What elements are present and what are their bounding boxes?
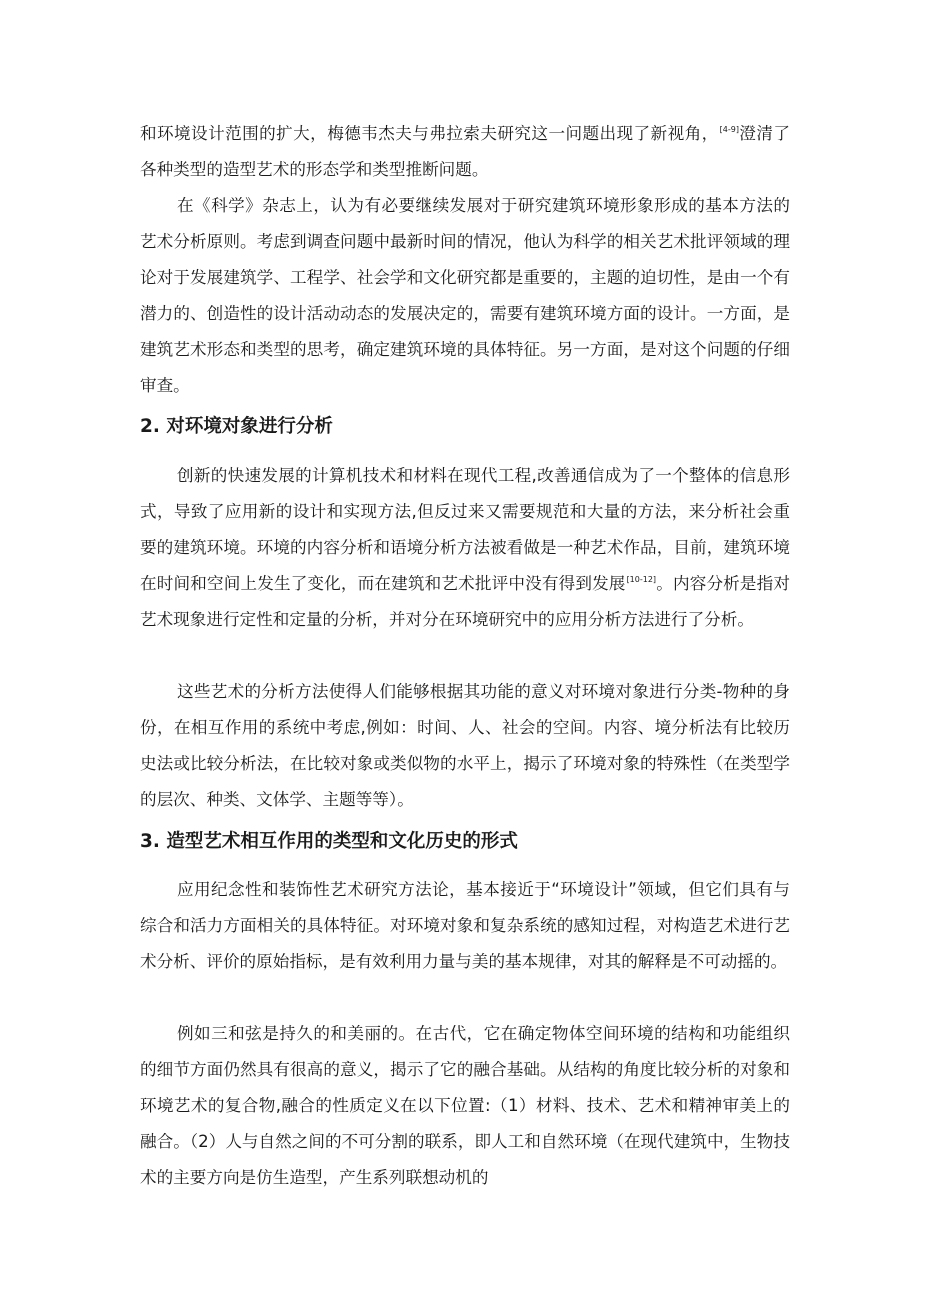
paragraph-text: 澄清了各种类型的造型艺术的形态学和类型推断问题。	[140, 124, 791, 179]
citation-superscript: [4-9]	[719, 125, 739, 135]
paragraph-monumental-art: 应用纪念性和装饰性艺术研究方法论，基本接近于“环境设计”领域，但它们具有与综合和活力方面相关的具体特征。对环境对象和复杂系统的感知过程，对构造艺术进行艺术分析、评价的原始指标，是有效利用力量与美的基本规律，对其的解释是不可动摇的。	[140, 880, 790, 971]
paragraph-text: 创新的快速发展的计算机技术和材料在现代工程,改善通信成为了一个整体的信息形式，导致了应用新的设计和实现方法,但反过来又需要规范和大量的方法，来分析社会重要的建筑环境。环境的内容分析和语境分析方法被看做是一种艺术作品，目前，建筑环境在时间和空间上发生了变化，而在建筑和艺术批评中没有得到发展	[140, 466, 790, 593]
citation-superscript: [10-12]	[626, 575, 657, 585]
paragraph-text: 和环境设计范围的扩大，梅德韦杰夫与弗拉索夫研究这一问题出现了新视角，	[140, 124, 719, 143]
paragraph-continuation	[140, 116, 790, 188]
paragraph-triad: 例如三和弦是持久的和美丽的。在古代，它在确定物体空间环境的结构和功能组织的细节方面仍然具有很高的意义，揭示了它的融合基础。从结构的角度比较分析的对象和环境艺术的复合物,融合的性质定义在以下位置:（1）材料、技术、艺术和精神审美上的融合。（2）人与自然之间的不可分割的联系，即人工和自然环境（在现代建筑中，生物技术的主要方向是仿生造型，产生系列联想动机的	[140, 1024, 790, 1187]
paragraph-science-journal: 在《科学》杂志上，认为有必要继续发展对于研究建筑环境形象形成的基本方法的艺术分析原则。考虑到调查问题中最新时间的情况，他认为科学的相关艺术批评领域的理论对于发展建筑学、工程学、社会学和文化研究都是重要的，主题的迫切性，是由一个有潜力的、创造性的设计活动动态的发展决定的，需要有建筑环境方面的设计。一方面，是建筑艺术形态和类型的思考，确定建筑环境的具体特征。另一方面，是对这个问题的仔细审查。	[140, 196, 790, 395]
paragraph-text: 。内容分析是指对艺术现象进行定性和定量的分析，并对分在环境研究中的应用分析方法进行了分析。	[140, 574, 791, 629]
paragraph-computer-tech	[140, 458, 790, 638]
section-heading-3: 3. 造型艺术相互作用的类型和文化历史的形式	[140, 831, 518, 852]
paragraph-analysis-methods: 这些艺术的分析方法使得人们能够根据其功能的意义对环境对象进行分类-物种的身份，在相互作用的系统中考虑,例如：时间、人、社会的空间。内容、境分析法有比较历史法或比较分析法，在比较对象或类似物的水平上，揭示了环境对象的特殊性（在类型学的层次、种类、文体学、主题等等）。	[140, 682, 790, 809]
section-heading-2: 2. 对环境对象进行分析	[140, 416, 333, 437]
